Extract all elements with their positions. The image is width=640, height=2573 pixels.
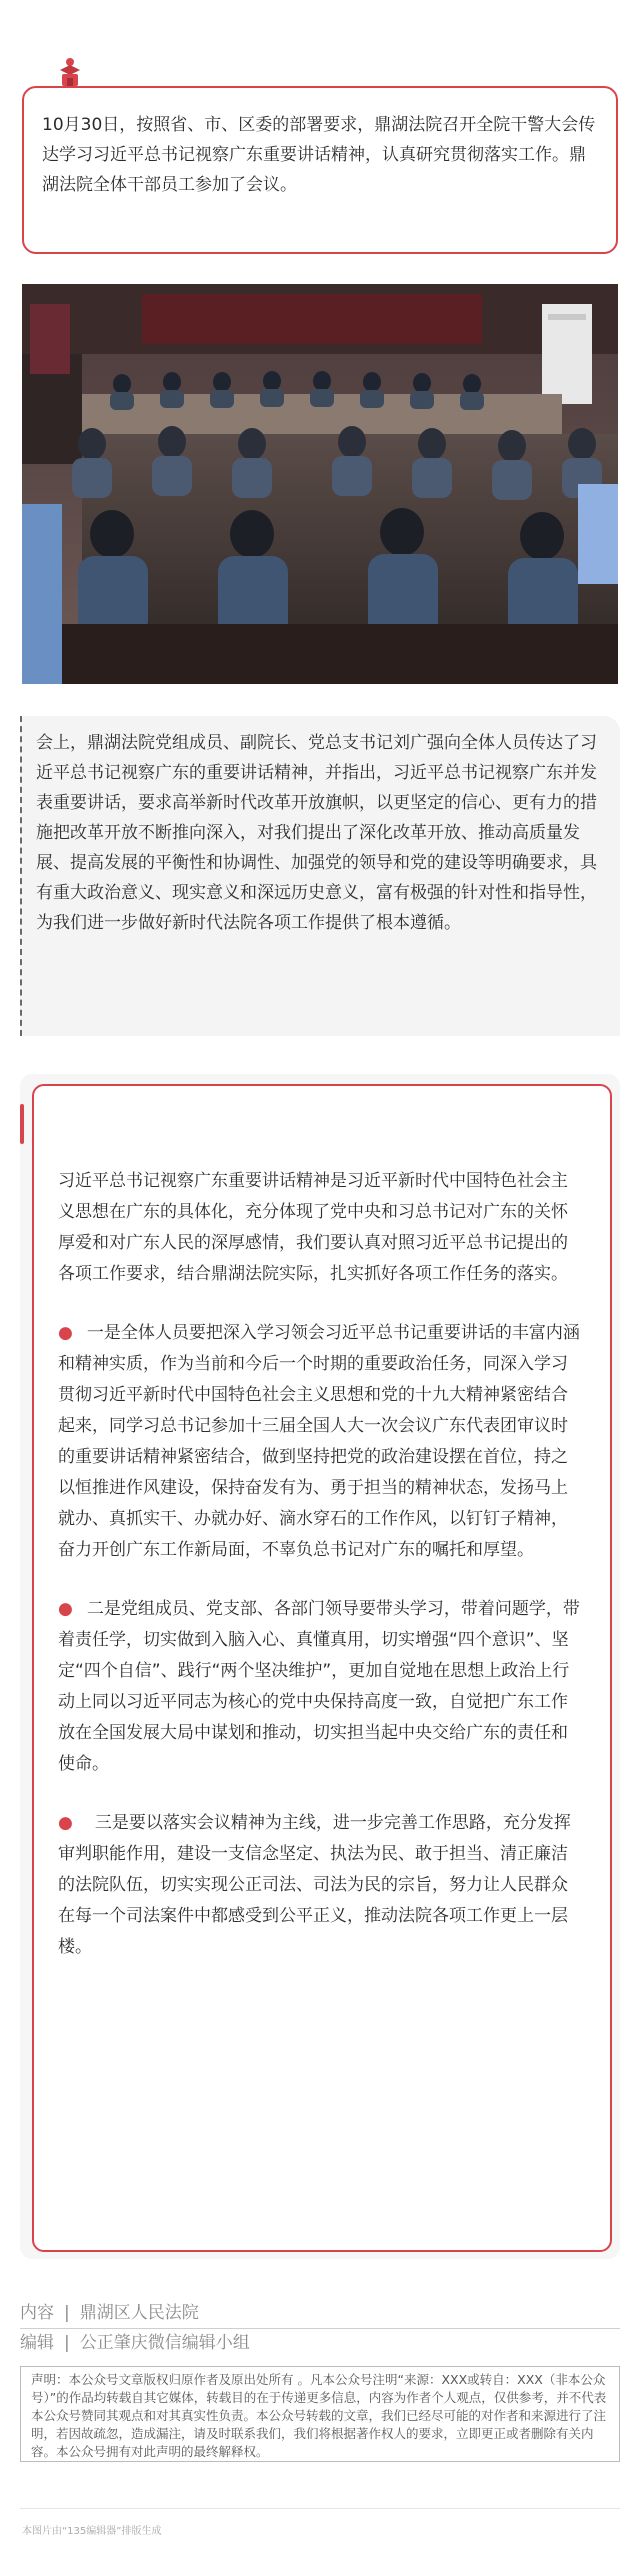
credit-divider bbox=[20, 2328, 620, 2329]
main-card-accent bbox=[20, 1104, 24, 1144]
graduation-cap-icon bbox=[56, 56, 84, 88]
main-content-card bbox=[32, 1084, 612, 2252]
point-text: 一是全体人员要把深入学习领会习近平总书记重要讲话的丰富内涵和精神实质，作为当前和今后一个时期的重要政治任务，同深入学习贯彻习近平新时代中国特色社会主义思想和党的十九大精神紧密结合起来，同学习总书记参加十三届全国人大一次会议广东代表团审议时的重要讲话精神紧密结合，做到坚持把党的政治建设摆在首位，持之以恒推进作风建设，保持奋发有为、勇于担当的精神状态，发扬马上就办、真抓实干、办就办好、滴水穿石的工作作风，以钉钉子精神，奋力开创广东工作新局面，不辜负总书记对广东的嘱托和厚望。 bbox=[58, 1323, 580, 1560]
disclaimer-text: 声明：本公众号文章版权归原作者及原出处所有 。凡本公众号注明“来源：XXX或转自：XXX（非本公众号）”的作品均转载自其它媒体，转载目的在于传递更多信息，内容为作者个人观点，仅供参考，并不代表本公众号赞同其观点和对其真实性负责。本公众号转载的文章，我们已经尽可能的对作者和来源进行了注明，若因故疏忽，造成漏注，请及时联系我们，我们将根据著作权人的要求，立即更正或者删除有关内容。本公众号拥有对此声明的最终解释权。 bbox=[31, 2372, 607, 2459]
credit-editor-line bbox=[20, 2328, 620, 2358]
intro-text: 10月30日，按照省、市、区委的部署要求，鼎湖法院召开全院干警大会传达学习习近平总书记视察广东重要讲话精神，认真研究贯彻落实工作。鼎湖法院全体干部员工参加了会议。 bbox=[42, 115, 596, 195]
point-text: 三是要以落实会议精神为主线，进一步完善工作思路，充分发挥审判职能作用，建设一支信念坚定、执法为民、敢于担当、清正廉洁的法院队伍，切实实现公正司法、司法为民的宗旨，努力让人民群众在每一个司法案件中都感受到公平正义，推动法院各项工作更上一层楼。 bbox=[58, 1813, 571, 1957]
credit-separator: | bbox=[64, 2333, 70, 2353]
summary-text: 会上，鼎湖法院党组成员、副院长、党总支书记刘广强向全体人员传达了习近平总书记视察广东的重要讲话精神，并指出，习近平总书记视察广东并发表重要讲话，要求高举新时代改革开放旗帜，以更坚定的信心、更有力的措施把改革开放不断推向深入，对我们提出了深化改革开放、推动高质量发展、提高发展的平衡性和协调性、加强党的领导和党的建设等明确要求，具有重大政治意义、现实意义和深远历史意义，富有极强的针对性和指导性，为我们进一步做好新时代法院各项工作提供了根本遵循。 bbox=[36, 733, 597, 933]
main-point-3 bbox=[58, 1808, 580, 1963]
credit-content-label: 内容 bbox=[20, 2303, 54, 2323]
credit-editor-value: 公正肇庆微信编辑小组 bbox=[79, 2333, 250, 2353]
bullet-icon: ● bbox=[58, 1599, 73, 1619]
credit-content-line bbox=[20, 2298, 620, 2328]
credit-editor-label: 编辑 bbox=[20, 2333, 54, 2353]
bullet-icon: ● bbox=[58, 1323, 73, 1343]
summary-block bbox=[20, 716, 620, 1036]
meeting-photo bbox=[22, 284, 618, 684]
bottom-divider bbox=[20, 2508, 620, 2509]
main-point-1 bbox=[58, 1318, 580, 1566]
intro-card bbox=[22, 86, 618, 254]
credit-content-value: 鼎湖区人民法院 bbox=[79, 2303, 199, 2323]
point-text: 二是党组成员、党支部、各部门领导要带头学习，带着问题学，带着责任学，切实做到入脑入心、真懂真用，切实增强“四个意识”、坚定“四个自信”、践行“两个坚决维护”，更加自觉地在思想上政治上行动上同以习近平同志为核心的党中央保持高度一致，自觉把广东工作放在全国发展大局中谋划和推动，切实担当起中央交给广东的责任和使命。 bbox=[58, 1599, 580, 1774]
made-with-note: 本图片由“135编辑器”排版生成 bbox=[22, 2526, 162, 2537]
credit-separator: | bbox=[64, 2303, 70, 2323]
main-intro-text: 习近平总书记视察广东重要讲话精神是习近平新时代中国特色社会主义思想在广东的具体化，充分体现了党中央和习总书记对广东的关怀厚爱和对广东人民的深厚感情，我们要认真对照习近平总书记提出的各项工作要求，结合鼎湖法院实际，扎实抓好各项工作任务的落实。 bbox=[58, 1171, 568, 1284]
main-point-2 bbox=[58, 1594, 580, 1780]
disclaimer-box bbox=[20, 2366, 620, 2462]
bullet-icon: ● bbox=[58, 1813, 73, 1833]
